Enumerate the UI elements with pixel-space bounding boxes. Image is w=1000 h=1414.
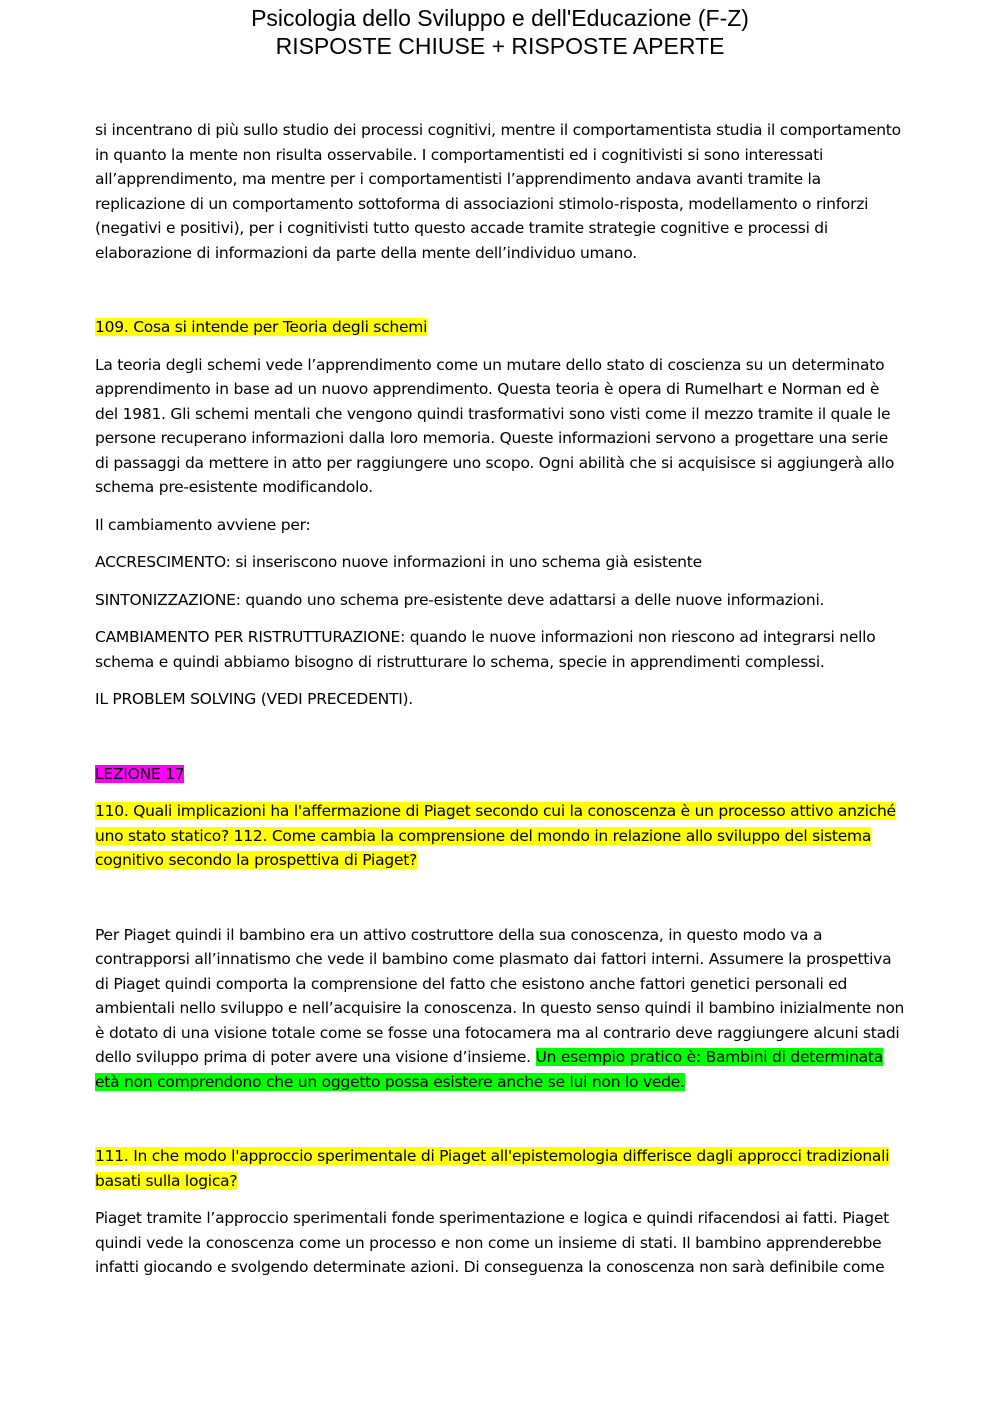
spacer (95, 265, 905, 315)
question-110-text: 110. Quali implicazioni ha l'affermazione di Piaget secondo cui la conoscenza è un processo attivo anziché uno stato statico? 112. Come cambia la comprensione del mondo in relazione allo sviluppo del sistema cognitivo secondo la prospettiva di Piaget? (95, 802, 896, 869)
spacer (95, 500, 905, 513)
answer-110-example: Un esempio pratico è: Bambini di determinata età non comprendono che un oggetto possa esistere anche se lui non lo vede. (95, 1048, 884, 1091)
question-109 (95, 315, 905, 340)
lesson-label (95, 762, 905, 787)
change-intro: Il cambiamento avviene per: (95, 515, 311, 534)
spacer (95, 712, 905, 762)
spacer (95, 1094, 905, 1144)
question-111 (95, 1144, 905, 1193)
page-header (0, 4, 1000, 60)
lesson-label-text: LEZIONE 17 (95, 764, 185, 783)
spacer (95, 340, 905, 353)
spacer (95, 612, 905, 625)
item-problem-solving: IL PROBLEM SOLVING (VEDI PRECEDENTI). (95, 690, 413, 708)
spacer (95, 674, 905, 687)
answer-111: Piaget tramite l’approccio sperimentali fonde sperimentazione e logica e quindi rifacendosi ai fatti. Piaget quindi vede la conoscenza come un processo e non come un insieme di stati. Il bambino apprenderebbe infatti giocando e svolgendo determinate azioni. Di conseguenza la conoscenza non sarà definibile come (95, 1209, 890, 1276)
question-110 (95, 799, 905, 873)
answer-110 (95, 923, 905, 1095)
question-109-text: 109. Cosa si intende per Teoria degli schemi (95, 318, 428, 336)
spacer (95, 786, 905, 799)
item-accrescimento: ACCRESCIMENTO: si inseriscono nuove informazioni in uno schema già esistente (95, 553, 702, 571)
spacer (95, 873, 905, 923)
spacer (95, 537, 905, 550)
header-title: Psicologia dello Sviluppo e dell'Educazione (F-Z) (251, 5, 749, 31)
answer-109: La teoria degli schemi vede l’apprendimento come un mutare dello stato di coscienza su un determinato apprendimento in base ad un nuovo apprendimento. Questa teoria è opera di Rumelhart e Norman ed è del 1981. Gli schemi mentali che vengono quindi trasformativi sono visti come il mezzo tramite il quale le persone recuperano informazioni dalla loro memoria. Queste informazioni servono a progettare una serie di passaggi da mettere in atto per raggiungere uno scopo. Ogni abilità che si acquisisce si aggiungerà allo schema pre-esistente modificandolo. (95, 355, 895, 496)
document-body (95, 118, 905, 1280)
intro-paragraph: si incentrano di più sullo studio dei processi cognitivi, mentre il comportamentista studia il comportamento in quanto la mente non risulta osservabile. I comportamentisti ed i cognitivisti si sono interessati all’apprendimento, ma mentre per i comportamentisti l’apprendimento andava avanti tramite la replicazione di un comportamento sottoforma di associazioni stimolo-risposta, modellamento o rinforzi (negativi e positivi), per i cognitivisti tutto questo accade tramite strategie cognitive e processi di elaborazione di informazioni da parte della mente dell’individuo umano. (95, 121, 901, 262)
answer-110-text: Per Piaget quindi il bambino era un attivo costruttore della sua conoscenza, in questo modo va a contrapporsi all’innatismo che vede il bambino come plasmato dai fattori interni. Assumere la prospettiva di Piaget quindi comporta la comprensione del fatto che esistono anche fattori genetici personali ed ambientali nello sviluppo e nell’acquisire la conoscenza. In questo senso quindi il bambino inizialmente non è dotato di una visione totale come se fosse una fotocamera ma al contrario deve raggiungere alcuni stadi dello sviluppo prima di poter avere una visione d’insieme. (95, 925, 905, 1066)
spacer (95, 1193, 905, 1206)
question-111-text: 111. In che modo l'approccio sperimentale di Piaget all'epistemologia differisce dagli approcci tradizionali basati sulla logica? (95, 1147, 890, 1190)
spacer (95, 575, 905, 588)
item-sintonizzazione: SINTONIZZAZIONE: quando uno schema pre-esistente deve adattarsi a delle nuove informazioni. (95, 590, 825, 609)
header-subtitle: RISPOSTE CHIUSE + RISPOSTE APERTE (275, 33, 725, 59)
item-ristrutturazione: CAMBIAMENTO PER RISTRUTTURAZIONE: quando le nuove informazioni non riescono ad integrarsi nello schema e quindi abbiamo bisogno di ristrutturare lo schema, specie in apprendimenti complessi. (95, 628, 876, 671)
